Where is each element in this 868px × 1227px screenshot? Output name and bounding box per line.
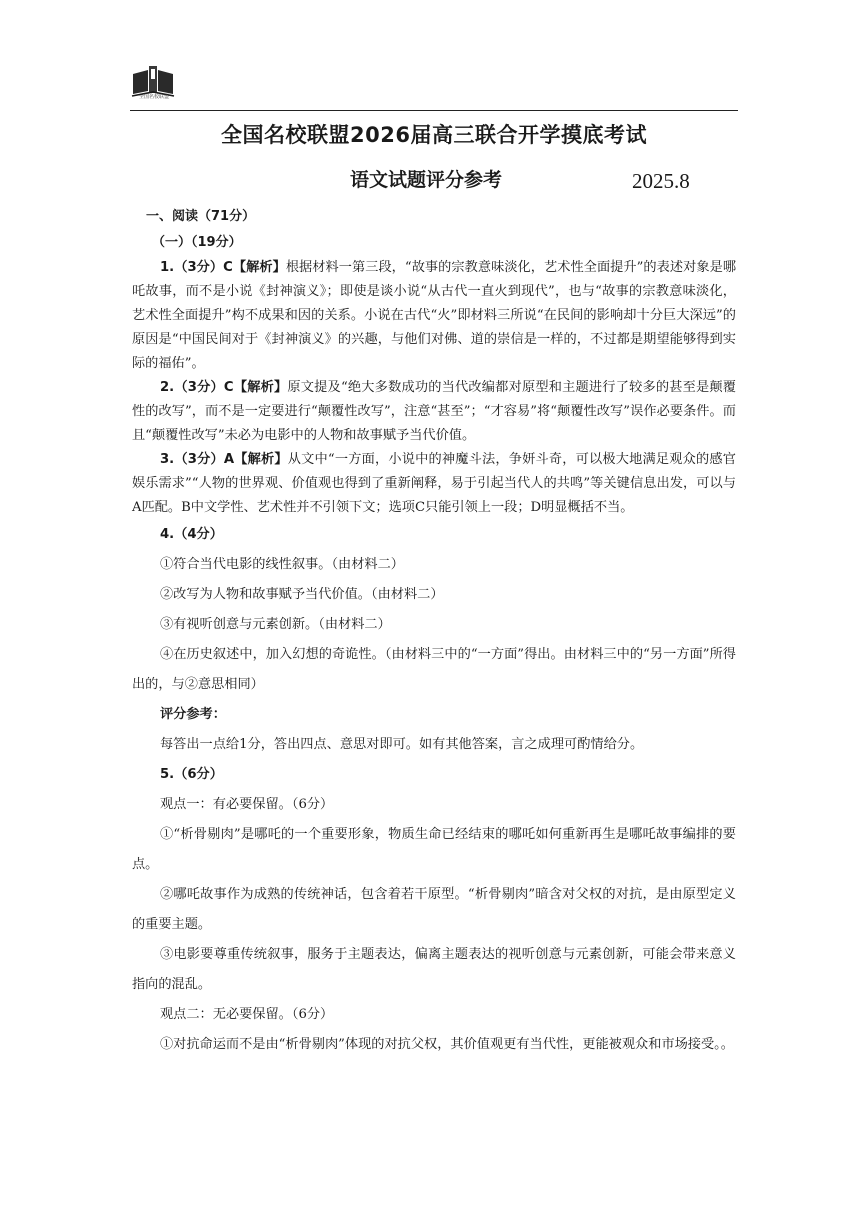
header-rule — [130, 110, 738, 111]
answer-content — [132, 204, 736, 1060]
question-2-head: 2.（3分）C【解析】 — [160, 380, 288, 395]
viewpoint-2: 观点二：无必要保留。（6分） — [160, 1007, 334, 1022]
exam-date: 2025.8 — [632, 169, 690, 193]
viewpoint-1: 观点一：有必要保留。（6分） — [160, 797, 334, 812]
question-1-text: 根据材料一第三段，“故事的宗教意味淡化，艺术性全面提升”的表述对象是哪吒故事，而不是小说《封神演义》；即使是谈小说“从古代一直火到现代”，也与“故事的宗教意味淡化，艺术性全面提升”构不成果和因的关系。小说在古代“火”即材料三所说“在民间的影响却十分巨大深远”的原因是“中国民间对于《封神演义》的兴趣，与他们对佛、道的崇信是一样的，不过都是期望能够得到实际的福佑”。 — [132, 260, 737, 371]
logo-caption: 全国名校联盟 — [138, 94, 169, 100]
viewpoint-1-point: ②哪吒故事作为成熟的传统神话，包含着若干原型。“析骨剔肉”暗含对父权的对抗，是由原型定义的重要主题。 — [132, 887, 736, 932]
subsection-heading: （一）（19分） — [152, 235, 242, 250]
viewpoint-1-point: ③电影要尊重传统叙事，服务于主题表达，偏离主题表达的视听创意与元素创新，可能会带来意义指向的混乱。 — [132, 947, 736, 992]
viewpoint-2-point: ①对抗命运而不是由“析骨剔肉”体现的对抗父权，其价值观更有当代性，更能被观众和市场接受。。 — [160, 1037, 734, 1052]
question-4-point: ④在历史叙述中，加入幻想的奇诡性。（由材料三中的“一方面”得出。由材料三中的“另一方面”所得出的，与②意思相同） — [132, 647, 736, 692]
question-4-head: 4.（4分） — [160, 527, 223, 542]
question-2-text: 原文提及“绝大多数成功的当代改编都对原型和主题进行了较多的甚至是颠覆性的改写”，而不是一定要进行“颠覆性改写”，注意“甚至”；“才容易”将“颠覆性改写”误作必要条件。而且“颠覆性改写”未必为电影中的人物和故事赋予当代价值。 — [132, 380, 736, 443]
book-stack-icon — [130, 64, 176, 98]
question-2 — [132, 376, 736, 448]
question-3 — [132, 448, 736, 520]
question-3-head: 3.（3分）A【解析】 — [160, 452, 288, 467]
page-title: 全国名校联盟2026届高三联合开学摸底考试 — [221, 123, 647, 147]
viewpoint-1-point: ①“析骨剔肉”是哪吒的一个重要形象，物质生命已经结束的哪吒如何重新再生是哪吒故事编排的要点。 — [132, 827, 736, 872]
question-1-head: 1.（3分）C【解析】 — [160, 260, 286, 275]
section-heading: 一、阅读（71分） — [146, 209, 256, 224]
page-subtitle: 语文试题评分参考 — [350, 169, 503, 191]
scoring-reference-head: 评分参考： — [160, 707, 226, 722]
question-1 — [132, 256, 736, 376]
question-4-point: ③有视听创意与元素创新。（由材料二） — [160, 617, 391, 632]
scoring-reference-text: 每答出一点给1分，答出四点、意思对即可。如有其他答案，言之成理可酌情给分。 — [160, 737, 644, 752]
question-3-text: 从文中“一方面，小说中的神魔斗法，争妍斗奇，可以极大地满足观众的感官娱乐需求”“人物的世界观、价值观也得到了重新阐释，易于引起当代人的共鸣”等关键信息出发，可以与A匹配。B中文学性、艺术性并不引领下文；选项C只能引领上一段；D明显概括不当。 — [132, 452, 736, 515]
question-4-point: ②改写为人物和故事赋予当代价值。（由材料二） — [160, 587, 444, 602]
question-4-point: ①符合当代电影的线性叙事。（由材料二） — [160, 557, 404, 572]
question-5-head: 5.（6分） — [160, 767, 223, 782]
